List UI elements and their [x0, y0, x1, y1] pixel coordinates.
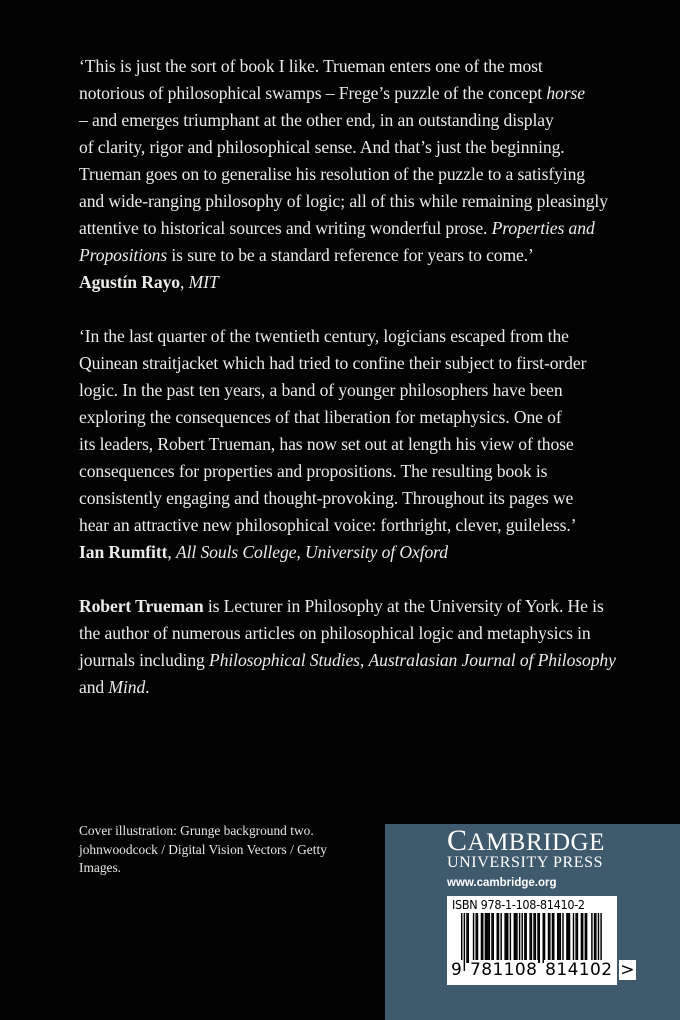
publisher-subtitle: UNIVERSITY PRESS [447, 854, 604, 871]
bio-line: and Mind. [79, 677, 150, 697]
publisher-panel [385, 824, 680, 1020]
review-rumfitt [79, 323, 639, 566]
review-line: notorious of philosophical swamps – Frege’s puzzle of the concept horse [79, 83, 585, 103]
reviewer-affiliation: All Souls College, University of Oxford [175, 542, 448, 562]
review-line: attentive to historical sources and writing wonderful prose. Properties and [79, 218, 595, 238]
review-attribution: Ian Rumfitt, All Souls College, University of Oxford [79, 542, 448, 562]
isbn-barcode [447, 896, 635, 985]
review-rayo [79, 53, 639, 296]
review-line: consequences for properties and propositions. The resulting book is [79, 461, 548, 481]
review-line: of clarity, rigor and philosophical sense. And that’s just the beginning. [79, 137, 565, 157]
review-line: Trueman goes on to generalise his resolution of the puzzle to a satisfying [79, 164, 585, 184]
bio-line [79, 593, 639, 620]
cover-illustration-credit [79, 822, 369, 878]
isbn-label: ISBN 978-1-108-81410-2 [452, 897, 585, 912]
author-bio [79, 593, 639, 701]
back-cover-text [79, 53, 639, 701]
barcode-digits: 9 781108 814102 > [451, 960, 635, 980]
reviewer-name: Agustín Rayo [79, 272, 180, 292]
bio-line: the author of numerous articles on philosophical logic and metaphysics in [79, 623, 591, 643]
review-line: logic. In the past ten years, a band of younger philosophers have been [79, 380, 563, 400]
review-attribution: Agustín Rayo, MIT [79, 272, 219, 292]
review-line: exploring the consequences of that liberation for metaphysics. One of [79, 407, 562, 427]
review-line: ‘This is just the sort of book I like. Trueman enters one of the most [79, 56, 543, 76]
bio-text: is Lecturer in Philosophy at the University of York. He is [203, 596, 604, 616]
review-line: hear an attractive new philosophical voice: forthright, clever, guileless.’ [79, 515, 577, 535]
review-line: and wide-ranging philosophy of logic; all of this while remaining pleasingly [79, 191, 608, 211]
reviewer-name: Ian Rumfitt [79, 542, 168, 562]
bio-line: journals including Philosophical Studies, Australasian Journal of Philosophy [79, 650, 616, 670]
credit-line: Images. [79, 860, 122, 875]
review-line: – and emerges triumphant at the other end, in an outstanding display [79, 110, 554, 130]
publisher-url: www.cambridge.org [447, 877, 557, 889]
review-line: Quinean straitjacket which had tried to confine their subject to first-order [79, 353, 587, 373]
review-line: Propositions is sure to be a standard reference for years to come.’ [79, 245, 534, 265]
review-line: its leaders, Robert Trueman, has now set out at length his view of those [79, 434, 574, 454]
credit-line: johnwoodcock / Digital Vision Vectors / Getty [79, 841, 327, 857]
reviewer-affiliation: MIT [188, 272, 219, 292]
author-name: Robert Trueman [79, 596, 204, 616]
credit-line: Cover illustration: Grunge background two. [79, 823, 314, 838]
review-line: ‘In the last quarter of the twentieth century, logicians escaped from the [79, 326, 569, 346]
review-line: consistently engaging and thought-provoking. Throughout its pages we [79, 488, 574, 508]
publisher-logo-name: CAMBRIDGE [447, 824, 605, 857]
